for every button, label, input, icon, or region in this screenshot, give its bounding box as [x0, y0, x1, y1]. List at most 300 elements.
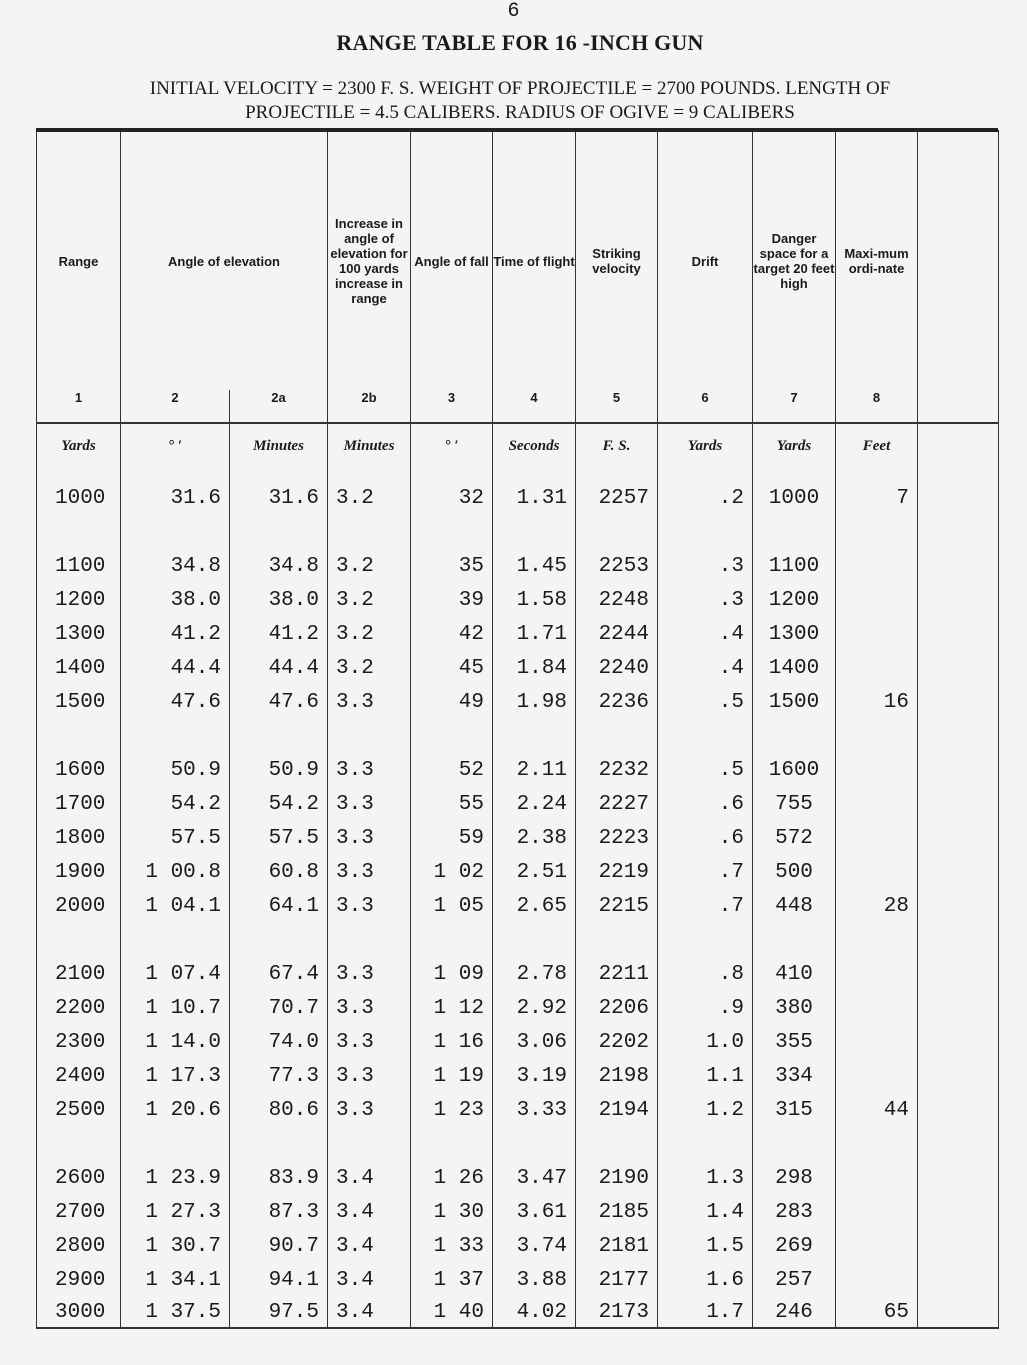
table-cell: 1 23.9 [121, 1161, 230, 1195]
empty-cell [411, 719, 493, 753]
table-cell: 1400 [753, 651, 836, 685]
table-cell: 35 [411, 549, 493, 583]
empty-cell [230, 469, 328, 481]
table-cell: .9 [658, 991, 753, 1025]
empty-cell [918, 1127, 999, 1161]
table-cell: 50.9 [230, 753, 328, 787]
table-cell: 1 16 [411, 1025, 493, 1059]
units-row [37, 423, 999, 469]
table-row [37, 481, 999, 515]
table-row [37, 685, 999, 719]
table-cell [836, 855, 918, 889]
table-cell [836, 1263, 918, 1297]
table-cell [836, 617, 918, 651]
table-cell: 3.06 [493, 1025, 576, 1059]
table-cell: 74.0 [230, 1025, 328, 1059]
empty-cell [918, 821, 999, 855]
empty-cell [918, 719, 999, 753]
empty-cell [121, 515, 230, 549]
empty-cell [576, 719, 658, 753]
table-cell: 4.02 [493, 1297, 576, 1328]
table-cell: 380 [753, 991, 836, 1025]
table-cell: 3.2 [328, 583, 411, 617]
table-cell: 1 17.3 [121, 1059, 230, 1093]
empty-cell [576, 1127, 658, 1161]
table-cell: 2.65 [493, 889, 576, 923]
empty-cell [836, 923, 918, 957]
column-number: 2b [328, 390, 411, 423]
table-cell: 1000 [753, 481, 836, 515]
table-cell: 2227 [576, 787, 658, 821]
table-row [37, 549, 999, 583]
table-row [37, 1093, 999, 1127]
empty-cell [121, 1127, 230, 1161]
table-cell: 1400 [37, 651, 121, 685]
empty-cell [918, 957, 999, 991]
table-cell: 3.3 [328, 855, 411, 889]
table-cell: 3.3 [328, 787, 411, 821]
table-cell [836, 1025, 918, 1059]
table-cell: 83.9 [230, 1161, 328, 1195]
empty-cell [658, 469, 753, 481]
header-drift: Drift [658, 131, 753, 390]
header-range: Range [37, 131, 121, 390]
table-cell: 334 [753, 1059, 836, 1093]
table-cell: 298 [753, 1161, 836, 1195]
column-number: 8 [836, 390, 918, 423]
table-cell: 1100 [37, 549, 121, 583]
subtitle-line-1: INITIAL VELOCITY = 2300 F. S. WEIGHT OF PROJECTILE = 2700 POUNDS. LENGTH OF [149, 78, 891, 99]
empty-cell [918, 1093, 999, 1127]
table-cell: 1 04.1 [121, 889, 230, 923]
table-cell: 2257 [576, 481, 658, 515]
empty-cell [493, 469, 576, 481]
column-number [918, 390, 999, 423]
table-row [37, 821, 999, 855]
table-cell: .5 [658, 685, 753, 719]
column-unit: Yards [753, 423, 836, 469]
table-cell: 77.3 [230, 1059, 328, 1093]
table-cell: 65 [836, 1297, 918, 1328]
table-cell: 54.2 [230, 787, 328, 821]
table-cell: .7 [658, 889, 753, 923]
empty-cell [918, 889, 999, 923]
table-row [37, 1025, 999, 1059]
table-cell: 1600 [753, 753, 836, 787]
table-cell: 2248 [576, 583, 658, 617]
table-cell: .6 [658, 821, 753, 855]
table-cell [836, 1195, 918, 1229]
table-cell: 44.4 [230, 651, 328, 685]
table-cell: .4 [658, 651, 753, 685]
empty-cell [493, 1127, 576, 1161]
empty-cell [493, 719, 576, 753]
table-cell: 57.5 [230, 821, 328, 855]
table-cell: 49 [411, 685, 493, 719]
empty-cell [836, 469, 918, 481]
table-cell: 1 07.4 [121, 957, 230, 991]
table-cell: 3.4 [328, 1229, 411, 1263]
table-cell: 2240 [576, 651, 658, 685]
table-row [37, 617, 999, 651]
table-cell: 50.9 [121, 753, 230, 787]
empty-cell [121, 923, 230, 957]
column-number: 5 [576, 390, 658, 423]
table-cell: 52 [411, 753, 493, 787]
empty-cell [37, 719, 121, 753]
header-maximum-ordinate: Maxi-mum ordi-nate [836, 131, 918, 390]
table-cell: 64.1 [230, 889, 328, 923]
table-cell: 3.74 [493, 1229, 576, 1263]
table-cell: 448 [753, 889, 836, 923]
table-cell [836, 549, 918, 583]
column-number: 1 [37, 390, 121, 423]
table-cell: 2232 [576, 753, 658, 787]
table-cell: 31.6 [121, 481, 230, 515]
header-labels-row [37, 131, 999, 390]
table-cell: 2253 [576, 549, 658, 583]
table-cell: .3 [658, 583, 753, 617]
empty-cell [576, 515, 658, 549]
empty-cell [230, 719, 328, 753]
table-cell: 1.7 [658, 1297, 753, 1328]
table-cell: 2223 [576, 821, 658, 855]
empty-cell [493, 923, 576, 957]
table-cell: 1 30.7 [121, 1229, 230, 1263]
table-cell: 32 [411, 481, 493, 515]
column-unit: Seconds [493, 423, 576, 469]
table-cell: 1.45 [493, 549, 576, 583]
table-cell: 2198 [576, 1059, 658, 1093]
table-cell: 3.3 [328, 1093, 411, 1127]
column-number: 2a [230, 390, 328, 423]
table-row [37, 1263, 999, 1297]
empty-cell [411, 515, 493, 549]
empty-cell [918, 923, 999, 957]
empty-cell [576, 923, 658, 957]
table-cell: 3.3 [328, 991, 411, 1025]
table-cell: .7 [658, 855, 753, 889]
page-title: RANGE TABLE FOR 16 -INCH GUN [336, 30, 704, 55]
empty-cell [753, 515, 836, 549]
column-number: 2 [121, 390, 230, 423]
column-unit: Yards [37, 423, 121, 469]
table-cell: 42 [411, 617, 493, 651]
table-cell: 1 33 [411, 1229, 493, 1263]
table-cell: 572 [753, 821, 836, 855]
column-unit: ° ′ [411, 423, 493, 469]
header-increase-angle: Increase in angle of elevation for 100 yards increase in range [328, 131, 411, 390]
table-cell: 94.1 [230, 1263, 328, 1297]
table-row [37, 651, 999, 685]
group-gap-row [37, 719, 999, 753]
table-cell: 1700 [37, 787, 121, 821]
table-cell: 44.4 [121, 651, 230, 685]
table-cell: 3.4 [328, 1297, 411, 1328]
empty-cell [836, 515, 918, 549]
group-gap-row [37, 923, 999, 957]
empty-cell [493, 515, 576, 549]
table-cell: 2.92 [493, 991, 576, 1025]
table-cell: 3.2 [328, 481, 411, 515]
table-cell: .8 [658, 957, 753, 991]
table-cell: 34.8 [230, 549, 328, 583]
table-row [37, 787, 999, 821]
table-row [37, 1059, 999, 1093]
table-cell: 1 19 [411, 1059, 493, 1093]
table-cell: 47.6 [230, 685, 328, 719]
table-cell: 44 [836, 1093, 918, 1127]
table-cell: 1 05 [411, 889, 493, 923]
table-cell: 315 [753, 1093, 836, 1127]
table-cell: 16 [836, 685, 918, 719]
table-cell: .2 [658, 481, 753, 515]
table-cell [836, 957, 918, 991]
table-cell: 90.7 [230, 1229, 328, 1263]
empty-cell [918, 515, 999, 549]
table-cell: 1800 [37, 821, 121, 855]
empty-cell [918, 481, 999, 515]
empty-cell [230, 923, 328, 957]
table-row [37, 1297, 999, 1328]
table-cell: 2.11 [493, 753, 576, 787]
empty-cell [918, 1195, 999, 1229]
table-cell: 3.33 [493, 1093, 576, 1127]
table-cell: 3.3 [328, 1059, 411, 1093]
table-cell: 2600 [37, 1161, 121, 1195]
table-cell: 1100 [753, 549, 836, 583]
empty-cell [918, 855, 999, 889]
table-cell: 1600 [37, 753, 121, 787]
table-row [37, 1229, 999, 1263]
table-cell: 2800 [37, 1229, 121, 1263]
table-cell [836, 753, 918, 787]
spacer-row [37, 469, 999, 481]
table-cell: 1 34.1 [121, 1263, 230, 1297]
table-cell: 59 [411, 821, 493, 855]
table-cell: 1 02 [411, 855, 493, 889]
table-cell: 2.51 [493, 855, 576, 889]
header-angle-of-elevation: Angle of elevation [121, 131, 328, 390]
column-unit: Feet [836, 423, 918, 469]
table-cell: 87.3 [230, 1195, 328, 1229]
table-cell: 28 [836, 889, 918, 923]
empty-cell [918, 1161, 999, 1195]
table-cell: 1 12 [411, 991, 493, 1025]
table-cell: 3.2 [328, 617, 411, 651]
column-numbers-row [37, 390, 999, 423]
table-cell: 54.2 [121, 787, 230, 821]
table-cell: 755 [753, 787, 836, 821]
table-cell: 3.3 [328, 957, 411, 991]
table-cell: 7 [836, 481, 918, 515]
table-cell: 39 [411, 583, 493, 617]
table-cell: 55 [411, 787, 493, 821]
empty-cell [658, 1127, 753, 1161]
table-cell [836, 787, 918, 821]
table-cell: 2185 [576, 1195, 658, 1229]
empty-cell [230, 1127, 328, 1161]
table-cell: 45 [411, 651, 493, 685]
table-cell: 283 [753, 1195, 836, 1229]
table-cell: 38.0 [121, 583, 230, 617]
table-cell: 1.71 [493, 617, 576, 651]
table-cell: 97.5 [230, 1297, 328, 1328]
table-cell: 1 26 [411, 1161, 493, 1195]
table-cell: 1500 [753, 685, 836, 719]
column-unit: Minutes [230, 423, 328, 469]
table-cell: 2206 [576, 991, 658, 1025]
table-cell [836, 991, 918, 1025]
table-row [37, 957, 999, 991]
table-cell: 1.1 [658, 1059, 753, 1093]
table-cell: 3.2 [328, 549, 411, 583]
empty-cell [918, 685, 999, 719]
table-row [37, 1195, 999, 1229]
empty-cell [836, 719, 918, 753]
table-cell: 80.6 [230, 1093, 328, 1127]
empty-cell [918, 1229, 999, 1263]
table-cell: 2400 [37, 1059, 121, 1093]
table-cell: 47.6 [121, 685, 230, 719]
table-cell: 3000 [37, 1297, 121, 1328]
empty-cell [918, 787, 999, 821]
table-cell: 3.61 [493, 1195, 576, 1229]
table-cell: 1900 [37, 855, 121, 889]
table-cell: 3.4 [328, 1263, 411, 1297]
table-cell: 2100 [37, 957, 121, 991]
table-cell: 2.38 [493, 821, 576, 855]
table-cell: 1.98 [493, 685, 576, 719]
table-cell: 1 20.6 [121, 1093, 230, 1127]
table-cell: 1.84 [493, 651, 576, 685]
table-cell: 1300 [753, 617, 836, 651]
table-row [37, 991, 999, 1025]
table-cell: 2211 [576, 957, 658, 991]
empty-cell [37, 515, 121, 549]
table-cell: 41.2 [230, 617, 328, 651]
table-cell: 57.5 [121, 821, 230, 855]
table-cell: 1 10.7 [121, 991, 230, 1025]
group-gap-row [37, 515, 999, 549]
table-cell: 3.4 [328, 1161, 411, 1195]
table-cell: 1.31 [493, 481, 576, 515]
column-number: 3 [411, 390, 493, 423]
table-cell: 1.4 [658, 1195, 753, 1229]
table-cell: 1200 [753, 583, 836, 617]
table-cell: 1 27.3 [121, 1195, 230, 1229]
empty-cell [37, 1127, 121, 1161]
table-cell: 1 00.8 [121, 855, 230, 889]
table-cell: 3.47 [493, 1161, 576, 1195]
table-cell: 2177 [576, 1263, 658, 1297]
empty-cell [918, 991, 999, 1025]
table-cell: 1 09 [411, 957, 493, 991]
empty-cell [658, 923, 753, 957]
empty-cell [230, 515, 328, 549]
table-cell: 2.24 [493, 787, 576, 821]
table-cell [836, 583, 918, 617]
empty-cell [918, 651, 999, 685]
column-number: 6 [658, 390, 753, 423]
subtitle-line-2: PROJECTILE = 4.5 CALIBERS. RADIUS OF OGIVE = 9 CALIBERS [245, 102, 795, 123]
table-cell: 2.78 [493, 957, 576, 991]
table-row [37, 583, 999, 617]
table-cell: 2500 [37, 1093, 121, 1127]
table-cell: 1.0 [658, 1025, 753, 1059]
empty-cell [658, 719, 753, 753]
table-cell: 1 30 [411, 1195, 493, 1229]
empty-cell [918, 469, 999, 481]
empty-cell [918, 583, 999, 617]
column-unit: ° ′ [121, 423, 230, 469]
column-unit: F. S. [576, 423, 658, 469]
table-cell: 355 [753, 1025, 836, 1059]
table-cell: 269 [753, 1229, 836, 1263]
empty-cell [918, 753, 999, 787]
column-number: 7 [753, 390, 836, 423]
empty-cell [121, 469, 230, 481]
empty-cell [328, 469, 411, 481]
table-cell: 1500 [37, 685, 121, 719]
table-cell: 38.0 [230, 583, 328, 617]
empty-cell [836, 1127, 918, 1161]
empty-cell [411, 469, 493, 481]
table-row [37, 753, 999, 787]
table-cell: 410 [753, 957, 836, 991]
table-cell: 3.88 [493, 1263, 576, 1297]
empty-cell [918, 1297, 999, 1328]
table-cell: 31.6 [230, 481, 328, 515]
table-cell: 3.4 [328, 1195, 411, 1229]
table-cell: 2215 [576, 889, 658, 923]
column-unit: Minutes [328, 423, 411, 469]
empty-cell [918, 1263, 999, 1297]
empty-cell [411, 923, 493, 957]
empty-cell [328, 515, 411, 549]
table-cell: 2202 [576, 1025, 658, 1059]
empty-cell [753, 719, 836, 753]
empty-cell [37, 469, 121, 481]
table-cell: .3 [658, 549, 753, 583]
table-cell: .4 [658, 617, 753, 651]
table-cell: 2200 [37, 991, 121, 1025]
group-gap-row [37, 1127, 999, 1161]
column-unit [918, 423, 999, 469]
table-cell: 41.2 [121, 617, 230, 651]
table-cell: 2173 [576, 1297, 658, 1328]
table-cell: 2181 [576, 1229, 658, 1263]
empty-cell [328, 719, 411, 753]
table-row [37, 855, 999, 889]
table-cell: 257 [753, 1263, 836, 1297]
header-danger-space: Danger space for a target 20 feet high [753, 131, 836, 390]
empty-cell [37, 923, 121, 957]
table-cell: 500 [753, 855, 836, 889]
column-unit: Yards [658, 423, 753, 469]
table-cell: 1 37.5 [121, 1297, 230, 1328]
table-cell: 1.3 [658, 1161, 753, 1195]
empty-cell [411, 1127, 493, 1161]
header-striking-velocity: Striking velocity [576, 131, 658, 390]
empty-cell [918, 617, 999, 651]
table-cell: 246 [753, 1297, 836, 1328]
empty-cell [658, 515, 753, 549]
table-cell: 3.3 [328, 1025, 411, 1059]
table-cell [836, 821, 918, 855]
header-blank [918, 131, 999, 390]
empty-cell [918, 1025, 999, 1059]
